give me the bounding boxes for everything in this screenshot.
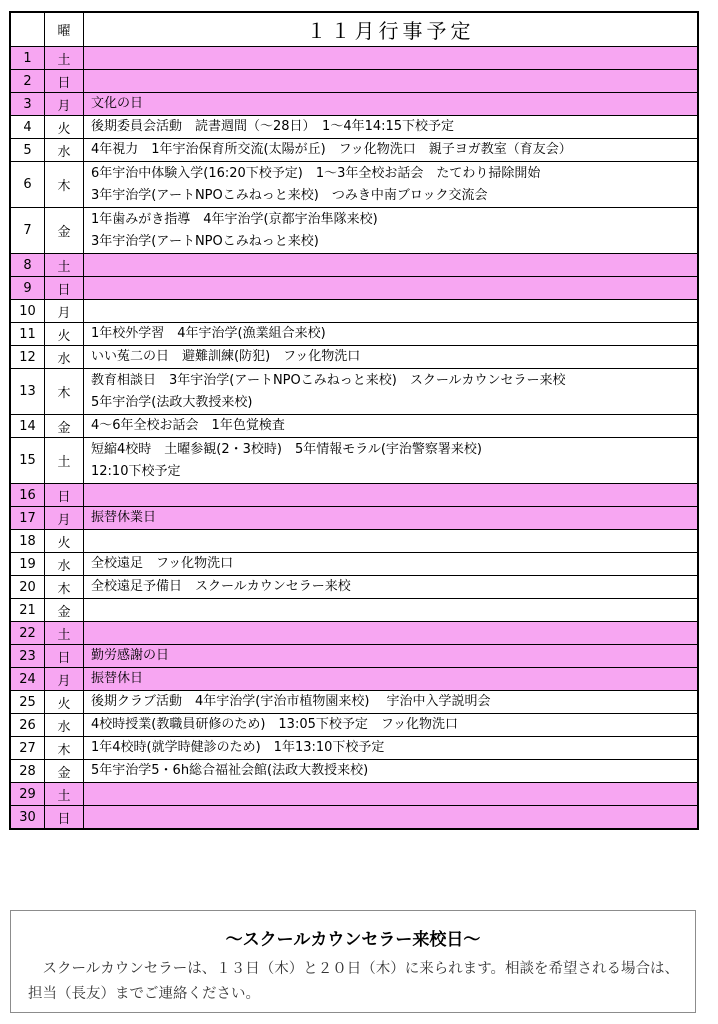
day-number: 26 [10,714,45,737]
day-number: 27 [10,737,45,760]
day-row [10,93,698,116]
day-of-week: 土 [45,622,84,645]
day-number: 1 [10,47,45,70]
day-row [10,507,698,530]
day-row [10,70,698,93]
day-row [10,139,698,162]
day-events [84,300,699,323]
day-events [84,323,699,346]
day-of-week: 土 [45,254,84,277]
event-line: 教育相談日 3年宇治学(アートNPOこみねっと来校) スクールカウンセラー来校 [91,372,566,388]
day-events [84,415,699,438]
day-row [10,323,698,346]
day-row [10,668,698,691]
day-number: 6 [10,162,45,208]
day-events [84,668,699,691]
day-events [84,530,699,553]
day-events [84,645,699,668]
day-row [10,806,698,830]
day-number: 17 [10,507,45,530]
day-number: 20 [10,576,45,599]
event-line: 4～6年全校お話会 1年色覚検査 [91,418,285,433]
day-of-week: 水 [45,553,84,576]
day-events [84,576,699,599]
day-row [10,208,698,254]
day-of-week: 月 [45,93,84,116]
day-of-week: 水 [45,346,84,369]
day-row [10,162,698,208]
day-number: 7 [10,208,45,254]
day-of-week: 日 [45,70,84,93]
day-row [10,645,698,668]
day-of-week: 土 [45,47,84,70]
day-row [10,484,698,507]
schedule-body [10,47,698,830]
day-events [84,783,699,806]
day-number: 24 [10,668,45,691]
event-line: 1年校外学習 4年宇治学(漁業組合来校) [91,326,326,341]
day-events [84,369,699,415]
day-of-week: 月 [45,507,84,530]
schedule-table [9,11,699,830]
day-events [84,760,699,783]
day-of-week: 火 [45,691,84,714]
day-row [10,599,698,622]
day-of-week: 金 [45,599,84,622]
day-of-week: 水 [45,714,84,737]
day-of-week: 木 [45,162,84,208]
day-of-week: 金 [45,208,84,254]
day-number: 28 [10,760,45,783]
day-of-week: 火 [45,116,84,139]
day-of-week: 月 [45,668,84,691]
day-number: 2 [10,70,45,93]
event-line: 全校遠足予備日 スクールカウンセラー来校 [91,579,351,594]
event-line: 5年宇治学5・6h総合福祉会館(法政大教授来校) [91,763,369,778]
day-number: 14 [10,415,45,438]
event-line: 文化の日 [91,96,144,111]
day-events [84,438,699,484]
day-of-week: 木 [45,369,84,415]
day-events [84,346,699,369]
day-events [84,507,699,530]
day-events [84,162,699,208]
event-line: 後期委員会活動 読書週間（～28日） 1～4年14:15下校予定 [91,119,455,134]
event-line: 3年宇治学(アートNPOこみねっと来校) [91,233,319,249]
day-row [10,783,698,806]
event-line: 振替休業日 [91,510,157,525]
day-of-week: 日 [45,484,84,507]
day-events [84,714,699,737]
page-title: １１月行事予定 [84,12,699,47]
day-row [10,300,698,323]
day-of-week: 土 [45,438,84,484]
day-row [10,737,698,760]
day-row [10,530,698,553]
header-row [10,12,698,47]
event-line: 12:10下校予定 [91,463,181,479]
day-of-week: 火 [45,323,84,346]
day-number: 13 [10,369,45,415]
event-line: 4年視力 1年宇治保育所交流(太陽が丘) フッ化物洗口 親子ヨガ教室（育友会） [91,142,572,157]
day-row [10,346,698,369]
day-of-week: 月 [45,300,84,323]
day-of-week: 水 [45,139,84,162]
day-number: 11 [10,323,45,346]
day-number: 21 [10,599,45,622]
day-row [10,553,698,576]
day-events [84,47,699,70]
day-events [84,737,699,760]
day-of-week: 日 [45,645,84,668]
day-number: 23 [10,645,45,668]
day-of-week: 火 [45,530,84,553]
day-row [10,369,698,415]
day-row [10,254,698,277]
day-number: 30 [10,806,45,830]
day-number: 10 [10,300,45,323]
day-row [10,47,698,70]
day-row [10,438,698,484]
day-number: 22 [10,622,45,645]
date-column-header [10,12,45,47]
day-number: 3 [10,93,45,116]
event-line: 1年歯みがき指導 4年宇治学(京都宇治隼隊来校) [91,211,378,227]
day-events [84,806,699,830]
event-line: 3年宇治学(アートNPOこみねっと来校) つみき中南ブロック交流会 [91,187,488,203]
event-line: 4校時授業(教職員研修のため) 13:05下校予定 フッ化物洗口 [91,717,458,732]
day-row [10,691,698,714]
day-number: 15 [10,438,45,484]
event-line: 振替休日 [91,671,144,686]
event-line: いい菟二の日 避難訓練(防犯) フッ化物洗口 [91,349,361,364]
day-events [84,116,699,139]
day-number: 16 [10,484,45,507]
day-number: 8 [10,254,45,277]
day-events [84,553,699,576]
day-of-week: 日 [45,806,84,830]
day-events [84,208,699,254]
day-events [84,622,699,645]
day-events [84,139,699,162]
event-line: 5年宇治学(法政大教授来校) [91,394,253,410]
day-number: 29 [10,783,45,806]
day-events [84,277,699,300]
day-events [84,93,699,116]
day-of-week: 木 [45,737,84,760]
day-events [84,70,699,93]
day-number: 12 [10,346,45,369]
event-line: 短縮4校時 土曜参観(2・3校時) 5年情報モラル(宇治警察署来校) [91,441,482,457]
day-row [10,714,698,737]
day-events [84,484,699,507]
day-events [84,691,699,714]
day-events [84,599,699,622]
weekday-column-header: 曜 [45,12,84,47]
day-number: 19 [10,553,45,576]
event-line: 勤労感謝の日 [91,648,170,663]
day-of-week: 木 [45,576,84,599]
day-number: 9 [10,277,45,300]
day-number: 4 [10,116,45,139]
event-line: 1年4校時(就学時健診のため) 1年13:10下校予定 [91,740,385,755]
day-row [10,622,698,645]
day-row [10,576,698,599]
event-line: 全校遠足 フッ化物洗口 [91,556,234,571]
day-row [10,415,698,438]
day-row [10,760,698,783]
day-of-week: 土 [45,783,84,806]
day-of-week: 金 [45,760,84,783]
day-number: 5 [10,139,45,162]
day-row [10,277,698,300]
day-of-week: 日 [45,277,84,300]
day-row [10,116,698,139]
event-line: 後期クラブ活動 4年宇治学(宇治市植物園来校) 宇治中入学説明会 [91,694,491,709]
notice-body: スクールカウンセラーは、１３日（木）と２０日（木）に来られます。相談を希望される場合は、担当（長友）までご連絡ください。 [28,961,680,1002]
counselor-notice-box [10,910,696,1013]
day-events [84,254,699,277]
event-line: 6年宇治中体験入学(16:20下校予定) 1～3年全校お話会 たてわり掃除開始 [91,165,541,181]
day-number: 18 [10,530,45,553]
day-number: 25 [10,691,45,714]
day-of-week: 金 [45,415,84,438]
notice-title: ～スクールカウンセラー来校日～ [225,930,481,950]
